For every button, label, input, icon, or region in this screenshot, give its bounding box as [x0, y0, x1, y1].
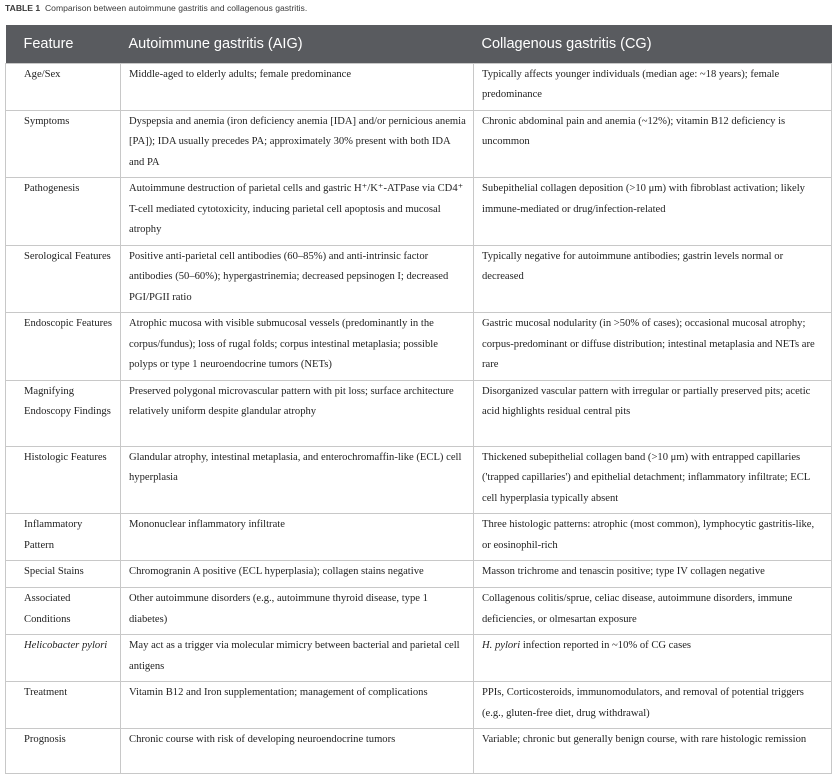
feature-cell: Prognosis [6, 729, 121, 774]
feature-cell: Pathogenesis [6, 178, 121, 246]
cg-cell: Gastric mucosal nodularity (in >50% of cases); occasional mucosal atrophy; corpus-predominant or diffuse distribution; intestinal metaplasia and NETs are rare [474, 313, 832, 381]
aig-cell: Middle-aged to elderly adults; female predominance [121, 63, 474, 110]
cg-cell: Chronic abdominal pain and anemia (~12%); vitamin B12 deficiency is uncommon [474, 110, 832, 178]
table-row [6, 446, 832, 514]
cg-cell-text: infection reported in ~10% of CG cases [520, 640, 692, 651]
aig-cell: Positive anti-parietal cell antibodies (60–85%) and anti-intrinsic factor antibodies (50–60%); hypergastrinemia; decreased pepsinogen I; decreased PGI/PGII ratio [121, 245, 474, 313]
header-feature: Feature [23, 35, 74, 52]
aig-cell: May act as a trigger via molecular mimicry between bacterial and parietal cell antigens [121, 635, 474, 682]
aig-cell: Chromogranin A positive (ECL hyperplasia); collagen stains negative [121, 561, 474, 588]
table-row [6, 682, 832, 729]
feature-cell: Age/Sex [6, 63, 121, 110]
table-row [6, 63, 832, 110]
table-title: Comparison between autoimmune gastritis and collagenous gastritis. [44, 3, 308, 13]
cg-cell: PPIs, Corticosteroids, immunomodulators, and removal of potential triggers (e.g., gluten-free diet, drug withdrawal) [474, 682, 832, 729]
table-row [6, 380, 832, 446]
pathogen-name: H. pylori [482, 640, 521, 651]
table-row [6, 178, 832, 246]
comparison-table [5, 25, 832, 774]
table-row [6, 729, 832, 774]
aig-cell: Glandular atrophy, intestinal metaplasia, and enterochromaffin-like (ECL) cell hyperplasia [121, 446, 474, 514]
aig-cell: Other autoimmune disorders (e.g., autoimmune thyroid disease, type 1 diabetes) [121, 588, 474, 635]
aig-cell: Autoimmune destruction of parietal cells and gastric H⁺/K⁺-ATPase via CD4⁺ T-cell mediated cytotoxicity, inducing parietal cell apoptosis and mucosal atrophy [121, 178, 474, 246]
table-row [6, 561, 832, 588]
aig-cell: Preserved polygonal microvascular pattern with pit loss; surface architecture relatively uniform despite glandular atrophy [121, 380, 474, 446]
table-row [6, 514, 832, 561]
aig-cell: Atrophic mucosa with visible submucosal vessels (predominantly in the corpus/fundus); loss of rugal folds; corpus intestinal metaplasia; possible polyps or type 1 neuroendocrine tumors (NETs) [121, 313, 474, 381]
cg-cell: Thickened subepithelial collagen band (>10 μm) with entrapped capillaries ('trapped capillaries') and epithelial detachment; inflammatory infiltrate; ECL cell hyperplasia typically absent [474, 446, 832, 514]
aig-cell: Dyspepsia and anemia (iron deficiency anemia [IDA] and/or pernicious anemia [PA]); IDA usually precedes PA; approximately 30% present with both IDA and PA [121, 110, 474, 178]
feature-cell: Inflammatory Pattern [6, 514, 121, 561]
cg-cell: Typically negative for autoimmune antibodies; gastrin levels normal or decreased [474, 245, 832, 313]
cg-cell [474, 635, 832, 682]
cg-cell: Disorganized vascular pattern with irregular or partially preserved pits; acetic acid highlights residual central pits [474, 380, 832, 446]
table-row [6, 313, 832, 381]
cg-cell: Subepithelial collagen deposition (>10 μm) with fibroblast activation; likely immune-mediated or drug/infection-related [474, 178, 832, 246]
feature-cell: Symptoms [6, 110, 121, 178]
feature-cell: Serological Features [6, 245, 121, 313]
table-header-row [6, 25, 832, 63]
header-aig: Autoimmune gastritis (AIG) [128, 35, 303, 52]
feature-cell: Endoscopic Features [6, 313, 121, 381]
table-row [6, 245, 832, 313]
table-row [6, 588, 832, 635]
cg-cell: Variable; chronic but generally benign course, with rare histologic remission [474, 729, 832, 774]
feature-cell: Magnifying Endoscopy Findings [6, 380, 121, 446]
aig-cell: Vitamin B12 and Iron supplementation; management of complications [121, 682, 474, 729]
feature-cell: Associated Conditions [6, 588, 121, 635]
table-label: TABLE 1 [5, 3, 41, 13]
cg-cell: Masson trichrome and tenascin positive; type IV collagen negative [474, 561, 832, 588]
cg-cell: Collagenous colitis/sprue, celiac disease, autoimmune disorders, immune deficiencies, or olmesartan exposure [474, 588, 832, 635]
feature-cell: Treatment [6, 682, 121, 729]
aig-cell: Chronic course with risk of developing neuroendocrine tumors [121, 729, 474, 774]
table-caption [5, 3, 307, 13]
table-row [6, 635, 832, 682]
cg-cell: Three histologic patterns: atrophic (most common), lymphocytic gastritis-like, or eosinophil-rich [474, 514, 832, 561]
header-cg: Collagenous gastritis (CG) [481, 35, 652, 52]
feature-cell: Histologic Features [6, 446, 121, 514]
feature-cell: Special Stains [6, 561, 121, 588]
table-row [6, 110, 832, 178]
aig-cell: Mononuclear inflammatory infiltrate [121, 514, 474, 561]
cg-cell: Typically affects younger individuals (median age: ~18 years); female predominance [474, 63, 832, 110]
feature-cell: Helicobacter pylori [6, 635, 121, 682]
